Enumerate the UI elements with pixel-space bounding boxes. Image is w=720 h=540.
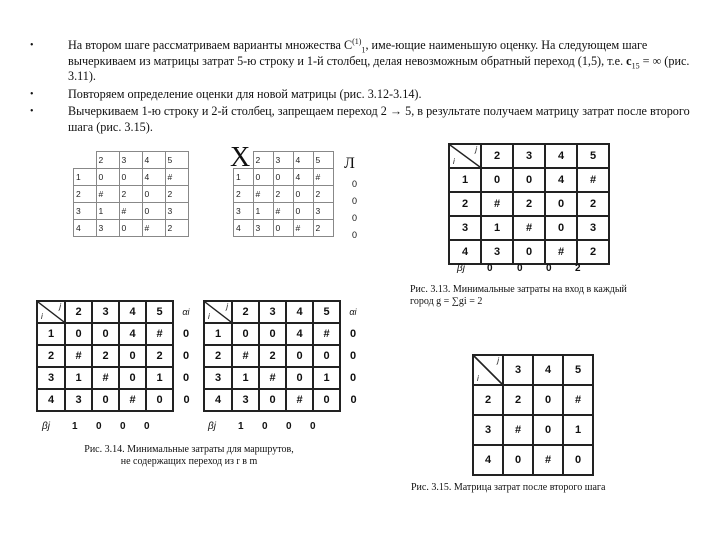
cell: 4: [293, 169, 313, 186]
cell: 3: [96, 220, 119, 237]
bullet-dot-icon: [30, 104, 34, 120]
bullet-2-text: Повторяем определение оценки для новой матрицы (рис. 3.12-3.14).: [68, 86, 422, 101]
table-row: [473, 385, 593, 415]
beta-value: 0: [517, 263, 523, 274]
cell: #: [503, 415, 533, 445]
cell: 0: [503, 445, 533, 475]
bullet-1-bold: c: [626, 53, 632, 68]
table-row: [204, 389, 366, 411]
cell: #: [142, 220, 165, 237]
table-row: [234, 186, 334, 203]
cell: #: [119, 389, 146, 411]
alpha-value: 0: [349, 350, 357, 362]
cell: 0: [232, 323, 259, 345]
alpha-value: 0: [182, 350, 190, 362]
cell: #: [563, 385, 593, 415]
matrix-b-header: 2: [253, 152, 273, 169]
matrix-a-header: 2: [96, 152, 119, 169]
cell: 2: [37, 345, 65, 367]
cross-mark: X: [230, 142, 251, 173]
cell: #: [313, 323, 340, 345]
alpha-label: αi: [182, 307, 190, 317]
cell: #: [65, 345, 92, 367]
matrix-b: [233, 151, 334, 237]
cell: 2: [473, 385, 503, 415]
cell: 1: [563, 415, 593, 445]
table-row: [473, 445, 593, 475]
beta-value: 0: [120, 421, 126, 432]
cell: 0: [545, 216, 577, 240]
fig13-header: 2: [481, 144, 513, 168]
bullet-3: [30, 104, 690, 135]
beta-value: 0: [144, 421, 150, 432]
side-value: 0: [352, 179, 358, 189]
fig15-matrix: [472, 354, 594, 476]
fig15-header: 3: [503, 355, 533, 385]
cell: #: [96, 186, 119, 203]
cell: 2: [92, 345, 119, 367]
cell: 1: [37, 323, 65, 345]
table-row: [204, 367, 366, 389]
cell: 0: [513, 240, 545, 264]
cell: 0: [96, 169, 119, 186]
cell: 0: [545, 192, 577, 216]
cell: 3: [234, 203, 254, 220]
cell: 0: [481, 168, 513, 192]
table-row: [234, 203, 334, 220]
cell: #: [232, 345, 259, 367]
cell: #: [119, 203, 142, 220]
table-row: [449, 168, 609, 192]
cell: 4: [545, 168, 577, 192]
bullet-dot-icon: [30, 38, 34, 54]
matrix-corner: [449, 144, 481, 168]
fig13-header: 3: [513, 144, 545, 168]
cell: 2: [577, 240, 609, 264]
alpha-value: 0: [349, 372, 357, 384]
cell: 2: [146, 345, 173, 367]
cell: 0: [142, 203, 165, 220]
bullet-2: [30, 87, 690, 103]
cell: 3: [313, 203, 333, 220]
bullet-list: [30, 38, 690, 137]
table-row: [449, 216, 609, 240]
fig14b-header: 5: [313, 301, 340, 323]
side-value: 0: [352, 213, 358, 223]
cell: 0: [142, 186, 165, 203]
cell: 3: [204, 367, 232, 389]
cell: 3: [473, 415, 503, 445]
matrix-b-header: 3: [273, 152, 293, 169]
cell: 0: [293, 203, 313, 220]
cell: 3: [253, 220, 273, 237]
cell: 2: [259, 345, 286, 367]
cell: 0: [563, 445, 593, 475]
cell: 4: [286, 323, 313, 345]
fig14b-header: 3: [259, 301, 286, 323]
fig13-header: 5: [577, 144, 609, 168]
cell: 3: [74, 203, 97, 220]
cell: 1: [96, 203, 119, 220]
table-row: [37, 323, 199, 345]
cell: 0: [146, 389, 173, 411]
beta-label: βj: [208, 421, 216, 432]
cell: 0: [119, 345, 146, 367]
table-row: [449, 240, 609, 264]
row-index-label: i: [477, 374, 479, 383]
cell: 1: [232, 367, 259, 389]
alpha-value: 0: [350, 394, 357, 406]
cell: 2: [503, 385, 533, 415]
side-value: 0: [352, 196, 358, 206]
cell: 0: [533, 415, 563, 445]
fig14b-header: 4: [286, 301, 313, 323]
cell: #: [577, 168, 609, 192]
fig14a-header: 5: [146, 301, 173, 323]
matrix-b-header: 5: [313, 152, 333, 169]
matrix-corner: [204, 301, 232, 323]
alpha-value: 0: [183, 394, 190, 406]
cell: 2: [165, 186, 188, 203]
bullet-1-sup: (1): [352, 36, 362, 46]
fig15-header: 4: [533, 355, 563, 385]
cell: 0: [259, 389, 286, 411]
cell: 1: [449, 168, 481, 192]
fig14-caption: Рис. 3.14. Минимальные затраты для маршрутов, не содержащих переход из r в m: [84, 444, 294, 467]
cell: 0: [313, 389, 340, 411]
cell: 0: [313, 345, 340, 367]
cell: 1: [74, 169, 97, 186]
cell: #: [273, 203, 293, 220]
cell: #: [481, 192, 513, 216]
cell: 1: [65, 367, 92, 389]
cell: 4: [204, 389, 232, 411]
cell: 2: [273, 186, 293, 203]
beta-value: 0: [286, 421, 292, 432]
col-index-label: j: [497, 356, 499, 365]
table-row: [204, 323, 366, 345]
cell: 3: [165, 203, 188, 220]
cell: 3: [37, 367, 65, 389]
alpha-value: 0: [349, 328, 357, 340]
table-row: [37, 389, 199, 411]
bullet-3-text: Вычеркиваем 1-ю строку и 2-й столбец, запрещаем переход 2 → 5, в результате получаем матрицу затрат после второго шага (рис. 3.15).: [68, 104, 690, 134]
cell: 1: [313, 367, 340, 389]
fig14a-matrix: [36, 300, 200, 412]
cell: 2: [204, 345, 232, 367]
cell: 3: [232, 389, 259, 411]
cell: 1: [234, 169, 254, 186]
fig15-header: 5: [563, 355, 593, 385]
table-row: [74, 203, 189, 220]
cell: 1: [481, 216, 513, 240]
row-index-label: i: [41, 312, 43, 321]
table-row: [74, 220, 189, 237]
cell: 0: [286, 367, 313, 389]
cell: 4: [74, 220, 97, 237]
alpha-label: αi: [349, 307, 357, 317]
beta-value: 0: [487, 263, 493, 274]
cell: #: [533, 445, 563, 475]
cell: 4: [234, 220, 254, 237]
fig13-header: 4: [545, 144, 577, 168]
cell: #: [259, 367, 286, 389]
cell: 0: [92, 389, 119, 411]
cell: 4: [142, 169, 165, 186]
matrix-a: [73, 151, 189, 237]
cell: 0: [273, 220, 293, 237]
cell: #: [146, 323, 173, 345]
cell: 3: [577, 216, 609, 240]
cell: #: [165, 169, 188, 186]
cell: 4: [473, 445, 503, 475]
cell: 0: [259, 323, 286, 345]
cell: 0: [293, 186, 313, 203]
beta-label: βj: [42, 421, 50, 432]
cell: 0: [119, 169, 142, 186]
beta-value: 1: [72, 421, 78, 432]
table-row: [37, 345, 199, 367]
beta-value: 0: [96, 421, 102, 432]
matrix-a-header: 4: [142, 152, 165, 169]
row-index-label: i: [208, 312, 210, 321]
fig14b-matrix: [203, 300, 367, 412]
fig14b-header: 2: [232, 301, 259, 323]
beta-value: 0: [546, 263, 552, 274]
beta-value: 2: [575, 263, 581, 274]
matrix-a-header: 5: [165, 152, 188, 169]
cell: 3: [65, 389, 92, 411]
matrix-a-header: 3: [119, 152, 142, 169]
fig13-caption: Рис. 3.13. Минимальные затраты на вход в каждый город g = ∑gi = 2: [410, 284, 627, 307]
cell: 0: [65, 323, 92, 345]
side-value: 0: [352, 230, 358, 240]
cell: 0: [92, 323, 119, 345]
cell: 1: [253, 203, 273, 220]
cell: 2: [74, 186, 97, 203]
cell: 2: [234, 186, 254, 203]
table-row: [234, 169, 334, 186]
cell: 3: [481, 240, 513, 264]
matrix-corner: [37, 301, 65, 323]
matrix-b-side-col: [352, 176, 357, 244]
bullet-1-text-2: , име-ющие наименьшую оценку. На следующем шаге вычеркиваем из матрицы затрат 5-ю строку и 1-й столбец, делая невозможным обратный переход (1,5), т.е.: [68, 38, 648, 68]
cell: 2: [313, 186, 333, 203]
cell: 2: [577, 192, 609, 216]
bullet-1-text: На втором шаге рассматриваем варианты множества C: [68, 38, 353, 52]
cell: 4: [449, 240, 481, 264]
alpha-value: 0: [182, 372, 190, 384]
cell: #: [286, 389, 313, 411]
row-index-label: i: [453, 157, 455, 166]
matrix-b-header: 4: [293, 152, 313, 169]
cell: 2: [513, 192, 545, 216]
beta-value: 1: [238, 421, 244, 432]
cell: #: [293, 220, 313, 237]
table-row: [204, 345, 366, 367]
cell: 0: [286, 345, 313, 367]
beta-value: 0: [262, 421, 268, 432]
cell: 1: [146, 367, 173, 389]
cell: #: [253, 186, 273, 203]
bullet-dot-icon: [30, 87, 34, 103]
l-mark: Л: [344, 155, 355, 172]
cell: 4: [37, 389, 65, 411]
cell: 3: [449, 216, 481, 240]
cell: 2: [313, 220, 333, 237]
table-row: [449, 192, 609, 216]
table-row: [37, 367, 199, 389]
col-index-label: j: [226, 302, 228, 311]
cell: 0: [253, 169, 273, 186]
bullet-1-bold-sub: 15: [631, 60, 640, 70]
beta-label: βj: [457, 263, 465, 274]
col-index-label: j: [475, 145, 477, 154]
bullet-1-sub: 1: [361, 45, 366, 55]
matrix-corner: [473, 355, 503, 385]
cell: 4: [119, 323, 146, 345]
cell: 2: [449, 192, 481, 216]
cell: 2: [165, 220, 188, 237]
table-row: [74, 169, 189, 186]
cell: 2: [119, 186, 142, 203]
cell: 0: [533, 385, 563, 415]
fig13-matrix: [448, 143, 610, 265]
bullet-1-tail: = ∞ (рис. 3.11).: [68, 53, 690, 83]
cell: #: [313, 169, 333, 186]
cell: #: [513, 216, 545, 240]
cell: #: [92, 367, 119, 389]
fig14a-header: 4: [119, 301, 146, 323]
table-row: [234, 220, 334, 237]
cell: 1: [204, 323, 232, 345]
alpha-value: 0: [182, 328, 190, 340]
cell: #: [545, 240, 577, 264]
col-index-label: j: [59, 302, 61, 311]
table-row: [473, 415, 593, 445]
fig15-caption: Рис. 3.15. Матрица затрат после второго шага: [411, 482, 606, 493]
bullet-1: [30, 38, 690, 85]
fig14a-header: 3: [92, 301, 119, 323]
cell: 0: [119, 220, 142, 237]
cell: 0: [273, 169, 293, 186]
cell: 0: [513, 168, 545, 192]
table-row: [74, 186, 189, 203]
fig14a-header: 2: [65, 301, 92, 323]
beta-value: 0: [310, 421, 316, 432]
cell: 0: [119, 367, 146, 389]
